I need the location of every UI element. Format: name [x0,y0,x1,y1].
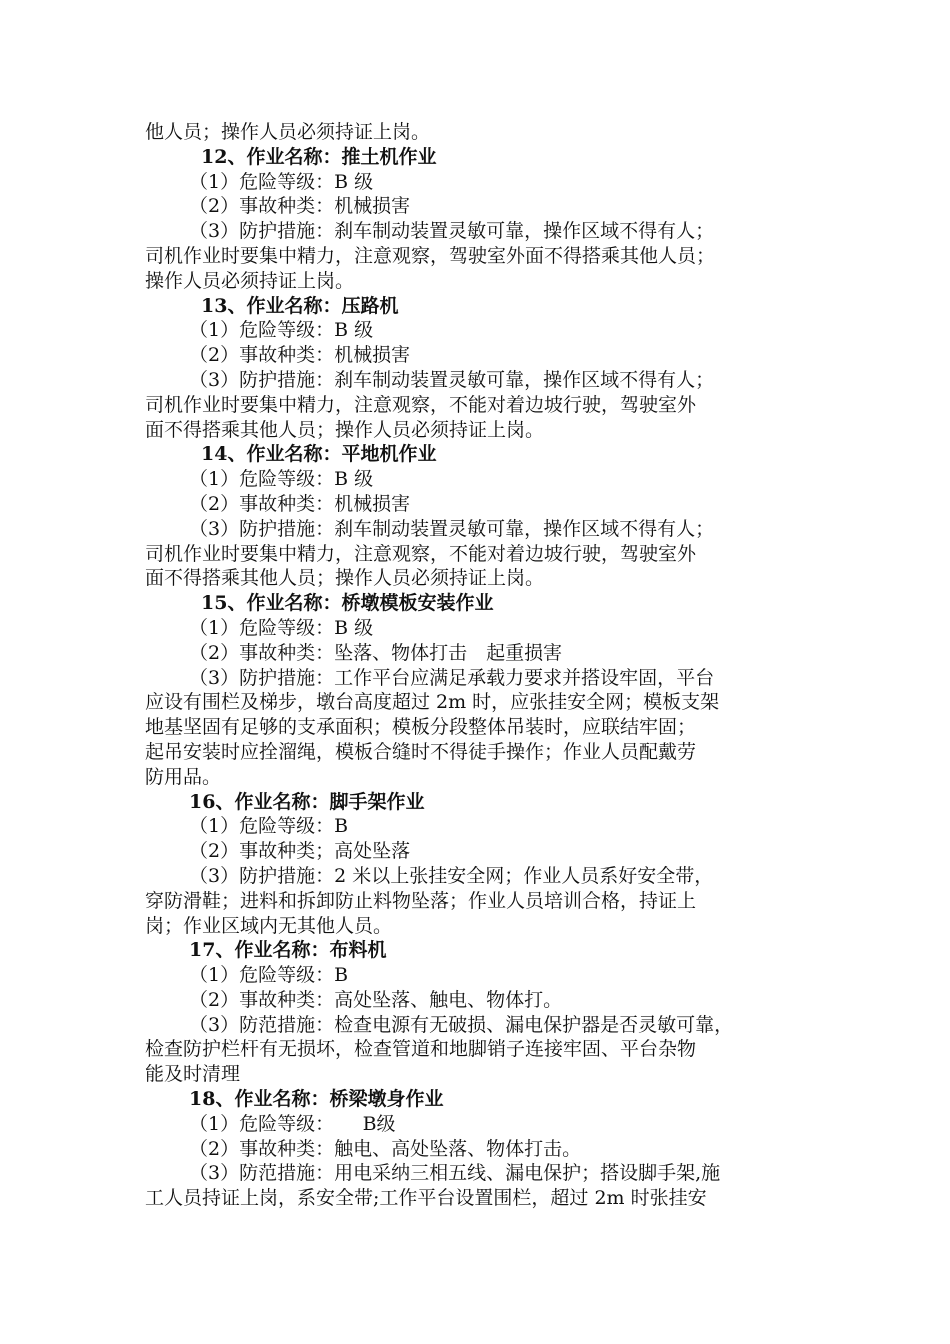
text-line: 面不得搭乘其他人员；操作人员必须持证上岗。 [145,418,545,441]
section-heading: 13、作业名称：压路机 [201,294,399,317]
text-line: （3）防护措施：2 米以上张挂安全网；作业人员系好安全带， [189,864,714,887]
text-line: （2）事故种类；高处坠落 [189,840,411,863]
text-line: 司机作业时要集中精力，注意观察，不能对着边坡行驶，驾驶室外 [145,542,697,565]
text-line: 岗；作业区域内无其他人员。 [145,914,393,937]
section-heading: 16、作业名称：脚手架作业 [189,790,425,813]
section-heading: 15、作业名称：桥墩模板安装作业 [201,592,494,615]
text-line: （3）防范措施：用电采纳三相五线、漏电保护；搭设脚手架,施 [189,1162,721,1185]
text-line: （3）防护措施：刹车制动装置灵敏可靠，操作区域不得有人； [189,220,715,243]
text-line: 司机作业时要集中精力，注意观察，驾驶室外面不得搭乘其他人员； [145,244,716,267]
section-heading: 17、作业名称：布料机 [189,939,387,962]
text-line: 检查防护栏杆有无损坏，检查管道和地脚销子连接牢固、平台杂物 [145,1038,697,1061]
text-line: （1）危险等级：B [189,964,349,987]
text-line: 工人员持证上岗，系安全带;工作平台设置围栏，超过 2m 时张挂安 [145,1187,707,1210]
text-line: （2）事故种类：高处坠落、触电、物体打。 [189,988,563,1011]
text-line: （3）防范措施：检查电源有无破损、漏电保护器是否灵敏可靠， [189,1013,734,1036]
section-heading: 18、作业名称：桥梁墩身作业 [189,1088,444,1111]
text-line: （2）事故种类：机械损害 [189,344,411,367]
text-line: （2）事故种类：触电、高处坠落、物体打击。 [189,1137,582,1160]
text-line: （2）事故种类：机械损害 [189,195,411,218]
text-line: （1）危险等级：B 级 [189,468,374,491]
text-line: （1）危险等级：B 级 [189,319,374,342]
text-line: 应设有围栏及梯步，墩台高度超过 2m 时，应张挂安全网；模板支架 [145,691,720,714]
text-line: 起吊安装时应拴溜绳，模板合缝时不得徒手操作；作业人员配戴劳 [145,740,697,763]
text-line: 操作人员必须持证上岗。 [145,269,355,292]
text-line: 司机作业时要集中精力，注意观察，不能对着边坡行驶，驾驶室外 [145,393,697,416]
text-line: （3）防护措施：工作平台应满足承载力要求并搭设牢固，平台 [189,666,715,689]
text-line: （1）危险等级：B [189,815,349,838]
document-body [145,120,813,1211]
text-line: （3）防护措施：刹车制动装置灵敏可靠，操作区域不得有人； [189,517,715,540]
text-line: 能及时清理 [145,1063,241,1086]
text-line: （1）危险等级：B 级 [189,170,374,193]
section-heading: 12、作业名称：推土机作业 [201,145,437,168]
text-line: （2）事故种类：坠落、物体打击 起重损害 [189,641,563,664]
text-line: 他人员；操作人员必须持证上岗。 [145,121,431,143]
text-line: 防用品。 [145,765,222,788]
section-heading: 14、作业名称：平地机作业 [201,443,437,466]
text-line: 穿防滑鞋；进料和拆卸防止料物坠落；作业人员培训合格，持证上 [145,889,697,912]
text-line: （1）危险等级：B 级 [189,616,374,639]
text-line: 地基坚固有足够的支承面积；模板分段整体吊装时，应联结牢固； [145,716,697,739]
text-line: （2）事故种类：机械损害 [189,492,411,515]
text-line: （3）防护措施：刹车制动装置灵敏可靠，操作区域不得有人； [189,368,715,391]
text-line: （1）危险等级： B级 [189,1112,396,1135]
text-line: 面不得搭乘其他人员；操作人员必须持证上岗。 [145,567,545,590]
